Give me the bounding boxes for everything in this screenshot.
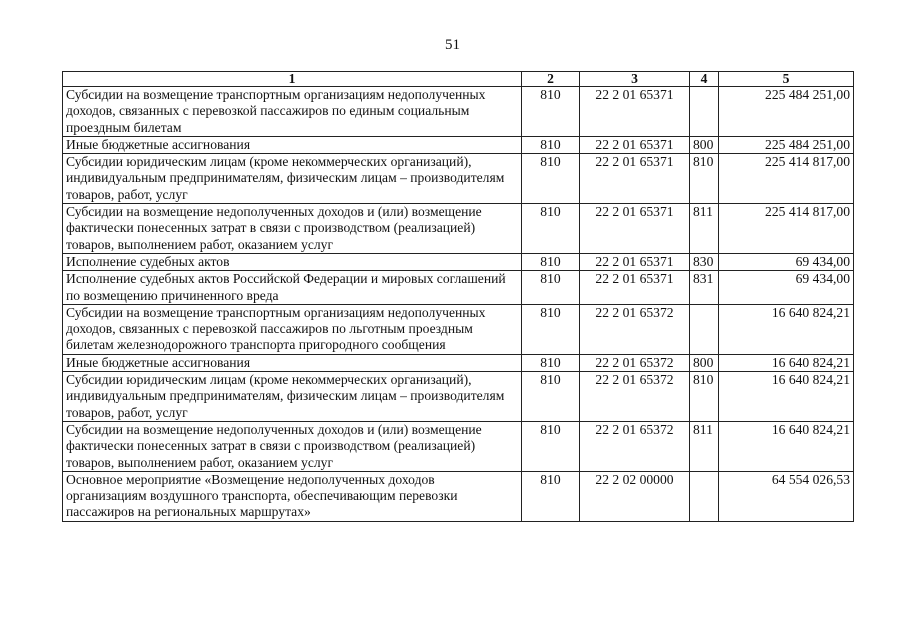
row-sum: 16 640 824,21 [719,372,854,422]
row-vr [690,87,719,137]
row-csr: 22 2 01 65371 [580,271,690,305]
row-name: Иные бюджетные ассигнования [63,136,522,153]
row-vr [690,304,719,354]
row-ved: 810 [522,471,580,521]
row-sum: 225 414 817,00 [719,204,854,254]
row-sum: 69 434,00 [719,253,854,270]
row-sum: 16 640 824,21 [719,421,854,471]
table-row [63,471,854,521]
row-csr: 22 2 01 65371 [580,136,690,153]
row-name: Субсидии на возмещение недополученных доходов и (или) возмещение фактически понесенных затрат в связи с производством (реализацией) товаров, выполнением работ, оказанием услуг [63,204,522,254]
table-row [63,253,854,270]
header-col-4: 4 [690,72,719,87]
row-ved: 810 [522,354,580,371]
row-sum: 64 554 026,53 [719,471,854,521]
row-vr [690,471,719,521]
row-ved: 810 [522,154,580,204]
row-ved: 810 [522,136,580,153]
row-sum: 16 640 824,21 [719,304,854,354]
row-name: Иные бюджетные ассигнования [63,354,522,371]
row-csr: 22 2 01 65372 [580,304,690,354]
row-name: Субсидии на возмещение транспортным организациям недополученных доходов, связанных с перевозкой пассажиров по единым социальным проездным билетам [63,87,522,137]
row-csr: 22 2 02 00000 [580,471,690,521]
row-name: Субсидии на возмещение недополученных доходов и (или) возмещение фактически понесенных затрат в связи с производством (реализацией) товаров, выполнением работ, оказанием услуг [63,421,522,471]
row-csr: 22 2 01 65371 [580,154,690,204]
budget-table [62,71,854,522]
row-vr: 810 [690,372,719,422]
row-ved: 810 [522,204,580,254]
table-row [63,372,854,422]
row-ved: 810 [522,87,580,137]
row-vr: 810 [690,154,719,204]
row-csr: 22 2 01 65372 [580,354,690,371]
row-name: Исполнение судебных актов [63,253,522,270]
row-ved: 810 [522,421,580,471]
row-name: Субсидии юридическим лицам (кроме некоммерческих организаций), индивидуальным предпринимателям, физическим лицам – производителям товаров, работ, услуг [63,154,522,204]
row-csr: 22 2 01 65371 [580,204,690,254]
row-vr: 800 [690,354,719,371]
row-ved: 810 [522,372,580,422]
table-row [63,87,854,137]
row-vr: 831 [690,271,719,305]
header-col-2: 2 [522,72,580,87]
row-csr: 22 2 01 65372 [580,421,690,471]
table-row [63,154,854,204]
table-row [63,136,854,153]
row-ved: 810 [522,253,580,270]
row-sum: 225 484 251,00 [719,136,854,153]
table-row [63,204,854,254]
row-sum: 225 484 251,00 [719,87,854,137]
header-col-5: 5 [719,72,854,87]
row-csr: 22 2 01 65372 [580,372,690,422]
table-row [63,304,854,354]
row-vr: 811 [690,204,719,254]
row-vr: 811 [690,421,719,471]
row-name: Субсидии на возмещение транспортным организациям недополученных доходов, связанных с перевозкой пассажиров по льготным проездным билетам железнодорожного транспорта пригородного сообщения [63,304,522,354]
row-sum: 69 434,00 [719,271,854,305]
row-sum: 225 414 817,00 [719,154,854,204]
table-row [63,271,854,305]
header-col-3: 3 [580,72,690,87]
row-vr: 830 [690,253,719,270]
row-name: Исполнение судебных актов Российской Федерации и мировых соглашений по возмещению причиненного вреда [63,271,522,305]
row-name: Субсидии юридическим лицам (кроме некоммерческих организаций), индивидуальным предпринимателям, физическим лицам – производителям товаров, работ, услуг [63,372,522,422]
row-sum: 16 640 824,21 [719,354,854,371]
table-row [63,421,854,471]
table-row [63,354,854,371]
page-number: 51 [445,37,460,53]
row-vr: 800 [690,136,719,153]
header-col-1: 1 [63,72,522,87]
row-ved: 810 [522,271,580,305]
row-name: Основное мероприятие «Возмещение недополученных доходов организациям воздушного транспорта, обеспечивающим перевозки пассажиров на региональных маршрутах» [63,471,522,521]
row-ved: 810 [522,304,580,354]
row-csr: 22 2 01 65371 [580,87,690,137]
row-csr: 22 2 01 65371 [580,253,690,270]
header-row [63,72,854,87]
table-body [63,87,854,522]
